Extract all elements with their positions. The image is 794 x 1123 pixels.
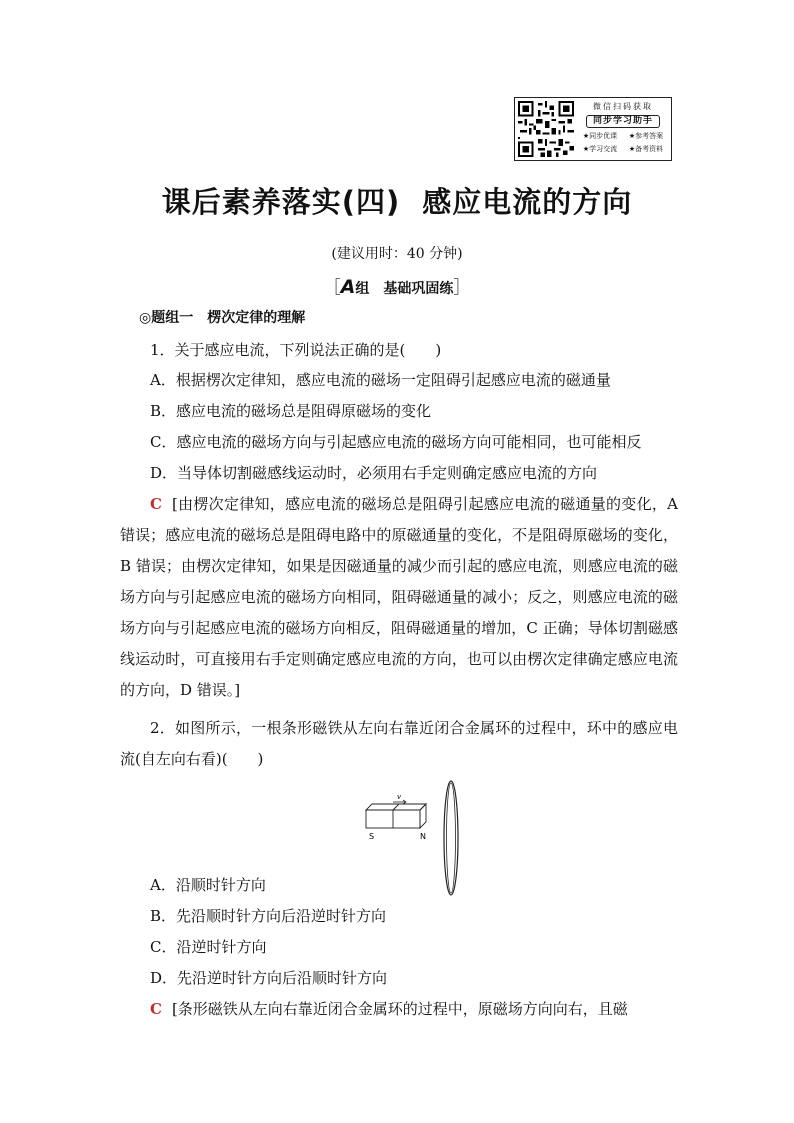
group-letter: A [340,276,356,298]
qr-feature: ★参考答案 [628,132,664,140]
q1-answer: C [150,495,162,513]
qr-feature: ★同步优课 [582,132,618,140]
q2-answer: C [150,1000,162,1018]
q1-stem: 1．关于感应电流，下列说法正确的是( ) [150,341,442,359]
qr-feature: ★学习交流 [582,145,618,153]
q2-option-c: C．沿逆时针方向 [150,938,267,956]
q1-option-a: A．根据楞次定律知，感应电流的磁场一定阻碍引起感应电流的磁通量 [150,371,611,389]
qr-feature-row [577,131,669,141]
time-advice: (建议用时：40 分钟) [331,246,463,262]
title-topic: 感应电流的方向 [422,185,633,219]
bar-magnet [366,804,426,828]
qr-helper-label: 同步学习助手 [586,115,660,128]
group-label: ［A组 基础巩固练］ [323,276,471,298]
q1-option-b: B．感应电流的磁场总是阻碍原磁场的变化 [150,402,432,420]
q2-option-b: B．先沿顺时针方向后沿逆时针方向 [150,907,387,925]
q2-explanation: [条形磁铁从左向右靠近闭合金属环的过程中，原磁场方向向右，且磁 [171,1000,628,1018]
page-title [0,180,794,221]
q2-option-d: D．先沿逆时针方向后沿顺时针方向 [150,969,388,987]
metal-ring [436,776,466,900]
q2-stem: 2．如图所示，一根条形磁铁从左向右靠近闭合金属环的过程中，环中的感应电流(自左向右看)( ) [120,719,678,768]
qr-feature-row [577,144,669,154]
qr-code-image [518,101,574,157]
qr-feature: ★备考资料 [628,145,664,153]
qr-code-box [514,97,672,161]
group-text: 组 基础巩固练 [355,281,454,297]
velocity-label: v [397,793,401,801]
title-main: 课后素养落实(四) [161,185,401,219]
q1-option-c: C．感应电流的磁场方向与引起感应电流的磁场方向可能相同，也可能相反 [150,433,642,451]
q1-explanation: [由楞次定律知，感应电流的磁场总是阻碍引起感应电流的磁通量的变化，A 错误；感应电流的磁场总是阻碍电路中的原磁通量的变化，不是阻碍原磁场的变化，B 错误；由楞次定律知，如果是因磁通量的减少而引起的感应电流，则感应电流的磁场方向与引起感应电流的磁场方向相同，阻碍磁通量的减小；反之，则感应电流的磁场方向与引起感应电流的磁场方向相反，阻碍磁通量的增加，C 正确；导体切割磁感线运动时，可直接用右手定则确定感应电流的方向，也可以由楞次定律确定感应电流的方向，D 错误。] [120,495,678,699]
q1-option-d: D．当导体切割磁感线运动时，必须用右手定则确定感应电流的方向 [150,464,598,482]
pole-s-label: S [369,832,375,841]
q1-answer-block [120,489,678,706]
qr-scan-text: 微信扫码获取 [593,102,653,111]
section-heading: ◎题组一 楞次定律的理解 [139,310,306,326]
pole-n-label: N [420,832,426,841]
q2-answer-block [150,999,628,1019]
q2-option-a: A．沿顺时针方向 [150,876,266,894]
qr-side-panel [577,100,669,158]
